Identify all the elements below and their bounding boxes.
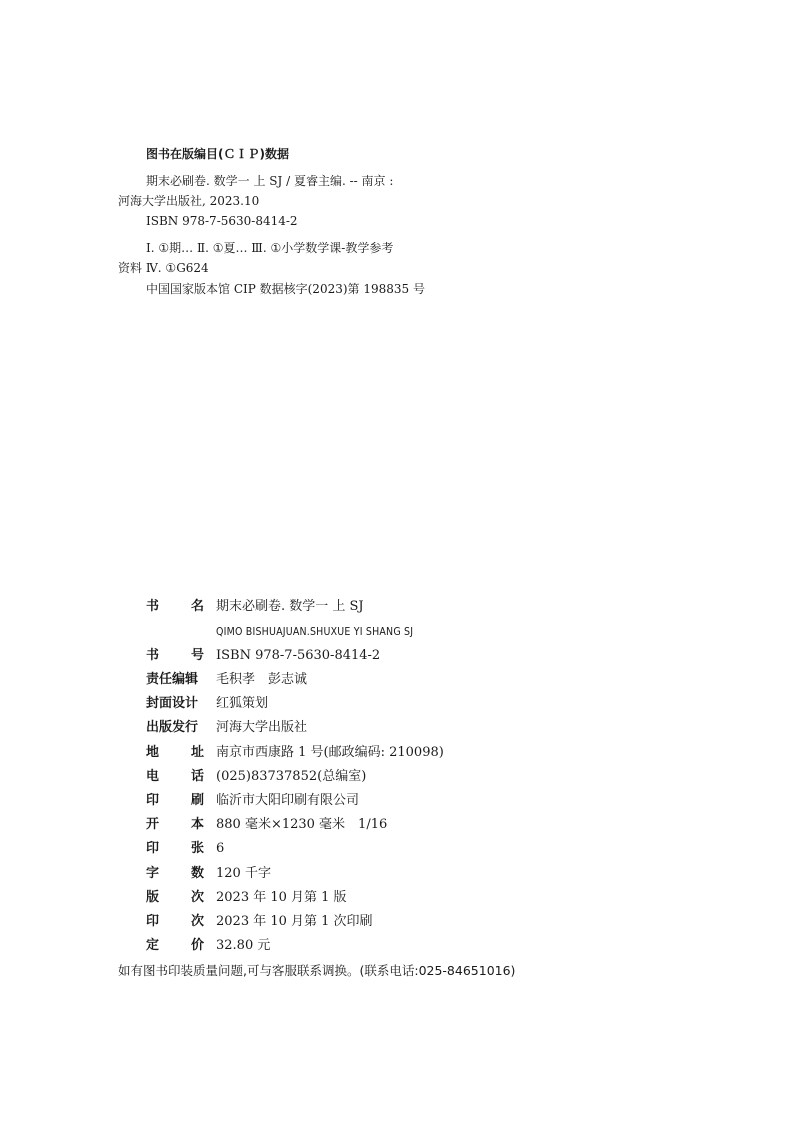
printer-value: 临沂市大阳印刷有限公司 — [216, 793, 360, 808]
cover-design-label: 封面设计 — [146, 696, 199, 711]
cip-line-2: 河海大学出版社, 2023.10 — [118, 194, 260, 208]
printing-value: 2023 年 10 月第 1 次印刷 — [216, 914, 373, 929]
book-name-label: 书 名 — [146, 599, 204, 614]
publisher-label: 出版发行 — [146, 720, 199, 735]
cip-line-4: Ⅰ. ①期… Ⅱ. ①夏… Ⅲ. ①小学数学课-教学参考 — [146, 241, 394, 255]
price-label: 定 价 — [146, 938, 204, 953]
format-label: 开 本 — [146, 817, 204, 832]
book-name-value: 期末必刷卷. 数学一 上 SJ — [216, 599, 364, 614]
cip-line-5: 资料 Ⅳ. ①G624 — [118, 261, 209, 275]
phone-value: (025)83737852(总编室) — [216, 769, 367, 784]
word-count-label: 字 数 — [146, 866, 204, 881]
publisher-value: 河海大学出版社 — [216, 720, 308, 735]
edition-value: 2023 年 10 月第 1 版 — [216, 890, 347, 905]
cip-line-3: ISBN 978-7-5630-8414-2 — [146, 214, 298, 228]
edition-label: 版 次 — [146, 890, 204, 905]
book-name-pinyin: QIMO BISHUAJUAN.SHUXUE YI SHANG SJ — [216, 626, 414, 638]
phone-label: 电 话 — [146, 769, 204, 784]
address-value: 南京市西康路 1 号(邮政编码: 210098) — [216, 745, 444, 760]
cip-line-1: 期末必刷卷. 数学一 上 SJ / 夏睿主编. -- 南京 : — [146, 174, 394, 188]
editor-label: 责任编辑 — [146, 672, 199, 687]
sheets-label: 印 张 — [146, 841, 204, 856]
address-label: 地 址 — [146, 745, 204, 760]
sheets-value: 6 — [216, 841, 225, 856]
printing-label: 印 次 — [146, 914, 204, 929]
format-value: 880 毫米×1230 毫米 1/16 — [216, 817, 388, 832]
cip-line-6: 中国国家版本馆 CIP 数据核字(2023)第 198835 号 — [146, 282, 425, 296]
word-count-value: 120 千字 — [216, 866, 271, 881]
price-value: 32.80 元 — [216, 938, 271, 953]
isbn-label: 书 号 — [146, 648, 204, 663]
isbn-value: ISBN 978-7-5630-8414-2 — [216, 648, 381, 663]
cip-title: 图书在版编目(ＣＩＰ)数据 — [146, 147, 289, 161]
editor-value: 毛积孝 彭志诚 — [216, 672, 308, 687]
cover-design-value: 红狐策划 — [216, 696, 269, 711]
quality-notice: 如有图书印装质量问题,可与客服联系调换。(联系电话:025-84651016) — [118, 963, 516, 978]
printer-label: 印 刷 — [146, 793, 204, 808]
